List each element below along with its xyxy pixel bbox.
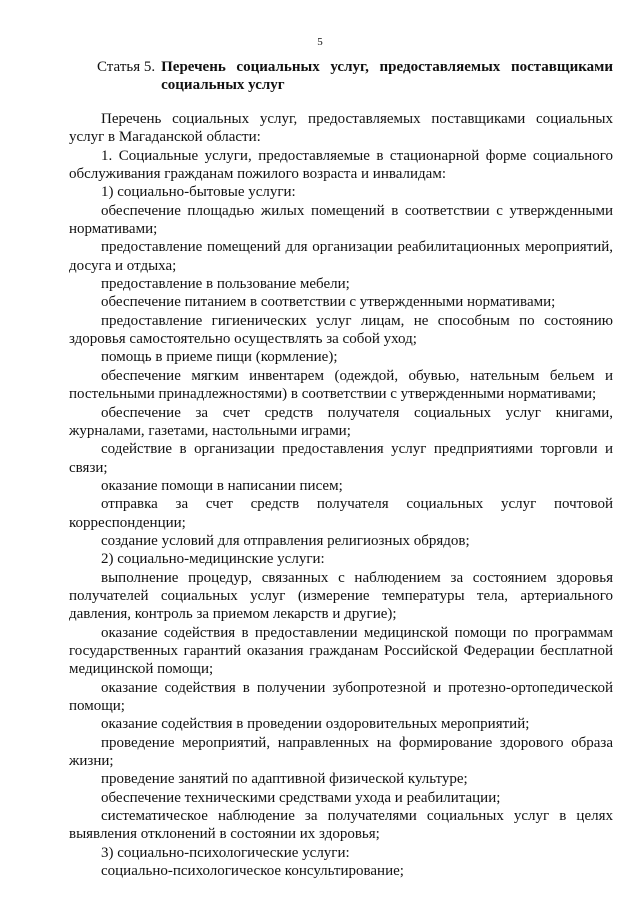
list-item: проведение занятий по адаптивной физической культуре; [101,771,468,788]
list-item: обеспечение питанием в соответствии с утвержденными нормативами; [101,294,556,311]
list-item: отправка за счет средств получателя социальных услуг почтовой корреспонденции; [69,496,613,531]
list-item: предоставление гигиенических услуг лицам, не способным по состоянию здоровья самостоятельно осуществлять за собой уход; [69,312,613,348]
article-title: Перечень социальных услуг, предоставляемых поставщиками социальных услуг [161,59,613,93]
list-item: систематическое наблюдение за получателями социальных услуг в целях выявления отклонений в состоянии их здоровья; [69,808,613,843]
list-item: оказание содействия в получении зубопротезной и протезно-ортопедической помощи; [69,679,613,714]
page-number: 5 [317,36,323,48]
article-heading [97,58,613,94]
paragraph-subsection-social-household: 1) социально-бытовые услуги: [101,184,296,201]
article-label: Статья 5. [97,59,156,75]
list-item: оказание помощи в написании писем; [101,477,343,494]
paragraph-section-1: 1. Социальные услуги, предоставляемые в стационарной форме социального обслуживания гражданам пожилого возраста и инвалидам: [69,147,613,183]
list-item: выполнение процедур, связанных с наблюдением за состоянием здоровья получателей социальных услуг (измерение температуры тела, артериального давления, контроль за приемом лекарств и другие); [69,569,613,623]
paragraph-intro: Перечень социальных услуг, предоставляемых поставщиками социальных услуг в Магаданской области: [69,111,613,146]
list-item: содействие в организации предоставления услуг предприятиями торговли и связи; [69,441,613,476]
list-item: предоставление помещений для организации реабилитационных мероприятий, досуга и отдыха; [69,239,613,274]
list-item: социально-психологическое консультирование; [101,863,404,880]
list-item: предоставление в пользование мебели; [101,276,350,293]
list-item: проведение мероприятий, направленных на формирование здорового образа жизни; [69,734,613,770]
paragraph-subsection-social-psychological: 3) социально-психологические услуги: [101,844,350,861]
list-item: обеспечение за счет средств получателя социальных услуг книгами, журналами, газетами, настольными играми; [69,404,613,439]
document-body [69,110,613,880]
list-item: обеспечение мягким инвентарем (одеждой, обувью, нательным бельем и постельными принадлежностями) в соответствии с утвержденными нормативами; [69,367,613,403]
paragraph-subsection-social-medical: 2) социально-медицинские услуги: [101,551,325,568]
list-item: помощь в приеме пищи (кормление); [101,349,338,366]
list-item: оказание содействия в предоставлении медицинской помощи по программам государственных гарантий оказания гражданам Российской Федерации бесплатной медицинской помощи; [69,624,613,678]
list-item: обеспечение техническими средствами ухода и реабилитации; [101,789,501,806]
list-item: обеспечение площадью жилых помещений в соответствии с утвержденными нормативами; [69,202,613,238]
list-item: оказание содействия в проведении оздоровительных мероприятий; [101,716,530,733]
list-item: создание условий для отправления религиозных обрядов; [101,532,470,549]
